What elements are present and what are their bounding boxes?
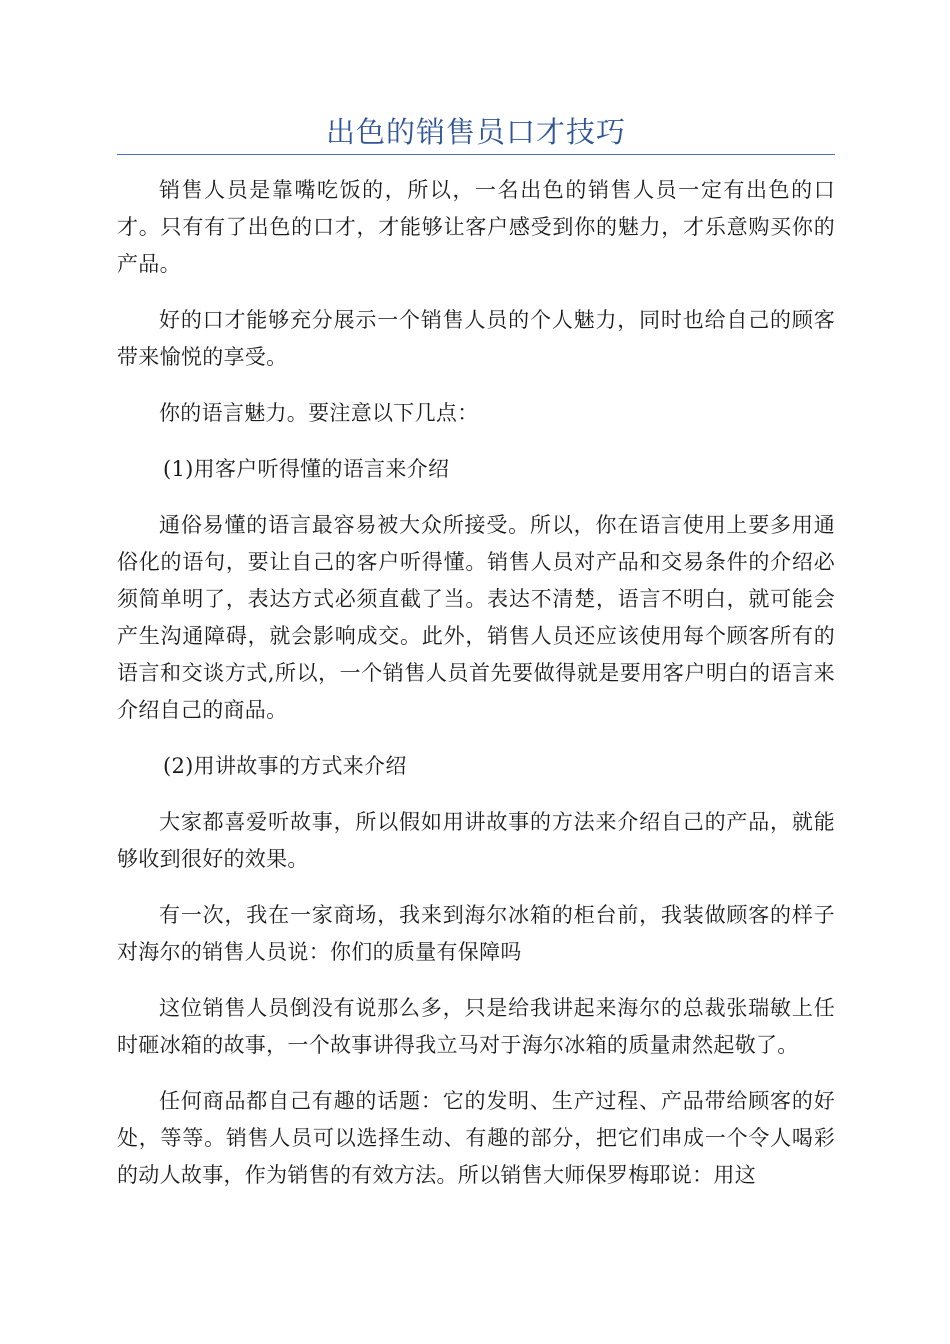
paragraph-point-2: 大家都喜爱听故事，所以假如用讲故事的方法来介绍自己的产品，就能够收到很好的效果。 bbox=[117, 810, 835, 871]
paragraph-points-intro: 你的语言魅力。要注意以下几点： bbox=[159, 401, 479, 425]
title-underline bbox=[117, 154, 835, 155]
document-body bbox=[117, 172, 835, 1213]
paragraph-point-1: 通俗易懂的语言最容易被大众所接受。所以，你在语言使用上要多用通俗化的语句，要让自己的客户听得懂。销售人员对产品和交易条件的介绍必须简单明了，表达方式必须直截了当。表达不清楚，语言不明白，就可能会产生沟通障碍，就会影响成交。此外，销售人员还应该使用每个顾客所有的语言和交谈方式,所以，一个销售人员首先要做得就是要用客户明白的语言来介绍自己的商品。 bbox=[117, 513, 835, 722]
paragraph-charm: 好的口才能够充分展示一个销售人员的个人魅力，同时也给自己的顾客带来愉悦的享受。 bbox=[117, 308, 835, 369]
subheading-point-2: (2)用讲故事的方式来介绍 bbox=[163, 754, 407, 778]
paragraph-story-3: 任何商品都自己有趣的话题：它的发明、生产过程、产品带给顾客的好处，等等。销售人员可以选择生动、有趣的部分，把它们串成一个令人喝彩的动人故事，作为销售的有效方法。所以销售大师保罗梅耶说：用这 bbox=[117, 1089, 835, 1187]
paragraph-intro: 销售人员是靠嘴吃饭的，所以，一名出色的销售人员一定有出色的口才。只有有了出色的口才，才能够让客户感受到你的魅力，才乐意购买你的产品。 bbox=[117, 178, 835, 276]
paragraph-story-1: 有一次，我在一家商场，我来到海尔冰箱的柜台前，我装做顾客的样子对海尔的销售人员说：你们的质量有保障吗 bbox=[117, 903, 835, 964]
subheading-point-1: (1)用客户听得懂的语言来介绍 bbox=[163, 457, 450, 481]
document-title: 出色的销售员口才技巧 bbox=[325, 115, 626, 149]
paragraph-story-2: 这位销售人员倒没有说那么多，只是给我讲起来海尔的总裁张瑞敏上任时砸冰箱的故事，一个故事讲得我立马对于海尔冰箱的质量肃然起敬了。 bbox=[117, 996, 835, 1057]
